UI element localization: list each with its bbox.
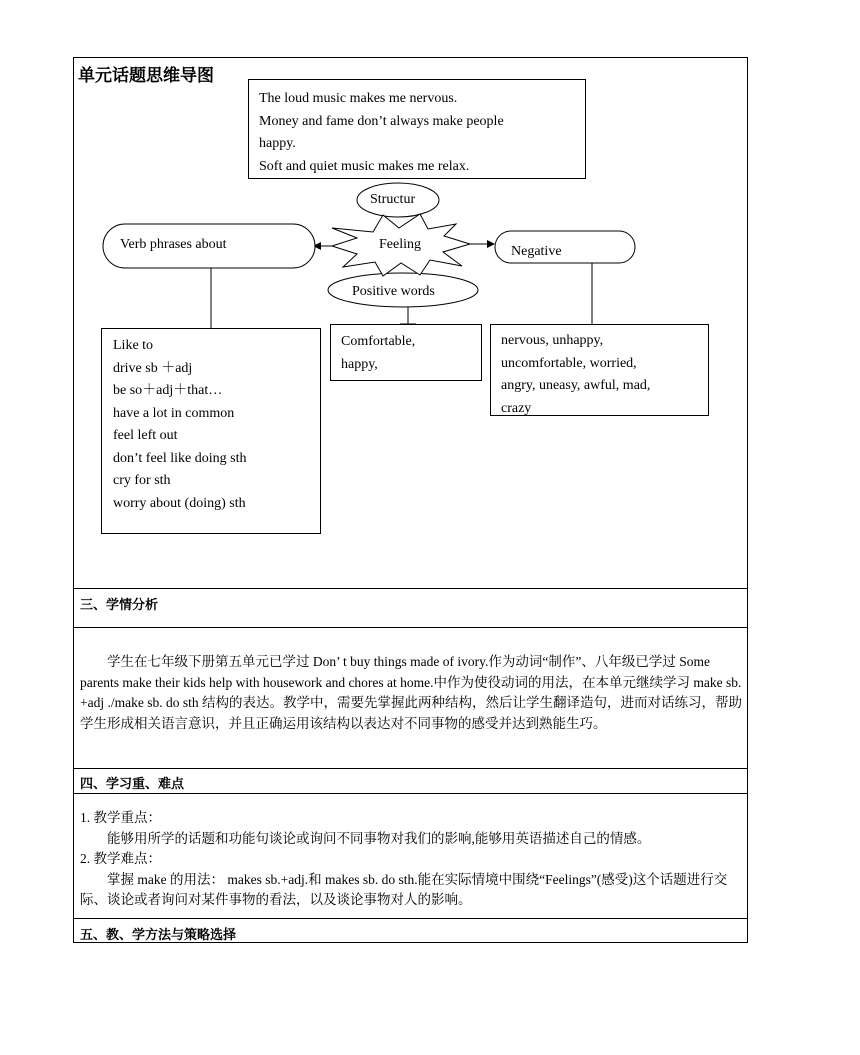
arrow-right-head [487,240,495,248]
mind-map-title: 单元话题思维导图 [78,66,214,86]
key-points-content [80,808,742,911]
section-title-analysis: 三、学情分析 [80,598,159,613]
positive-word: Comfortable, [341,334,416,349]
section-title-key-points: 四、学习重、难点 [80,777,185,792]
verb-phrases-label: Verb phrases about [120,237,227,252]
verb-phrase: worry about (doing) sth [113,495,246,511]
difficulty-text: 掌握 make 的用法： makes sb.+adj.和 makes sb. do sth.能在实际情境中围绕“Feelings”(感受)这个话题进行交际、谈论或者询问对某件事物的看法，以及谈论事物对人的影响。 [80,871,728,907]
verb-phrase: cry for sth [113,473,171,488]
structure-sentence: The loud music makes me nervous. [259,91,458,106]
difficulty-label: 2. 教学难点： [80,851,161,866]
structure-sentence: happy. [259,136,296,151]
section-title-methods: 五、教、学方法与策略选择 [80,928,237,943]
positive-word: happy, [341,356,378,372]
verb-phrases-box [101,328,321,534]
negative-words-box [490,324,709,416]
key-point-text: 能够用所学的话题和功能句谈论或询问不同事物对我们的影响,能够用英语描述自己的情感。 [107,830,651,846]
verb-phrase: drive sb ＋adj [113,360,193,376]
verb-phrase: Like to [113,338,154,353]
negative-word: uncomfortable, worried, [501,355,637,371]
analysis-paragraph: 学生在七年级下册第五单元已学过 Don’ t buy things made of ivory.作为动词“制作”、八年级已学过 Some parents make their kids help with housework and chores at home.中作为使役动词的用法，在本单元继续学习 make sb. +adj ./make sb. do sth 结构的表达。教学中，需要先掌握此两种结构，然后让学生翻译造句，进而对话练习，帮助学生形成相关语言意识，并且正确运用该结构以表达对不同事物的感受并达到熟能生巧。 [80,654,742,731]
key-point-label: 1. 教学重点： [80,810,161,825]
verb-phrase: have a lot in common [113,405,235,421]
verb-phrase: be so＋adj＋that… [113,383,223,398]
negative-word: crazy [501,400,532,416]
negative-word: angry, uneasy, awful, mad, [501,378,651,393]
structure-sentences-box [248,79,586,179]
verb-phrase: feel left out [113,428,178,443]
center-label: Feeling [379,237,421,252]
structure-sentence: Money and fame don’t always make people [259,113,504,129]
structure-sentence: Soft and quiet music makes me relax. [259,158,470,174]
structure-label: Structur [370,192,416,207]
negative-label: Negative [511,244,562,259]
negative-word: nervous, unhappy, [501,333,604,348]
verb-phrase: don’t feel like doing sth [113,450,247,466]
positive-words-box [330,324,482,381]
positive-label: Positive words [352,284,435,299]
